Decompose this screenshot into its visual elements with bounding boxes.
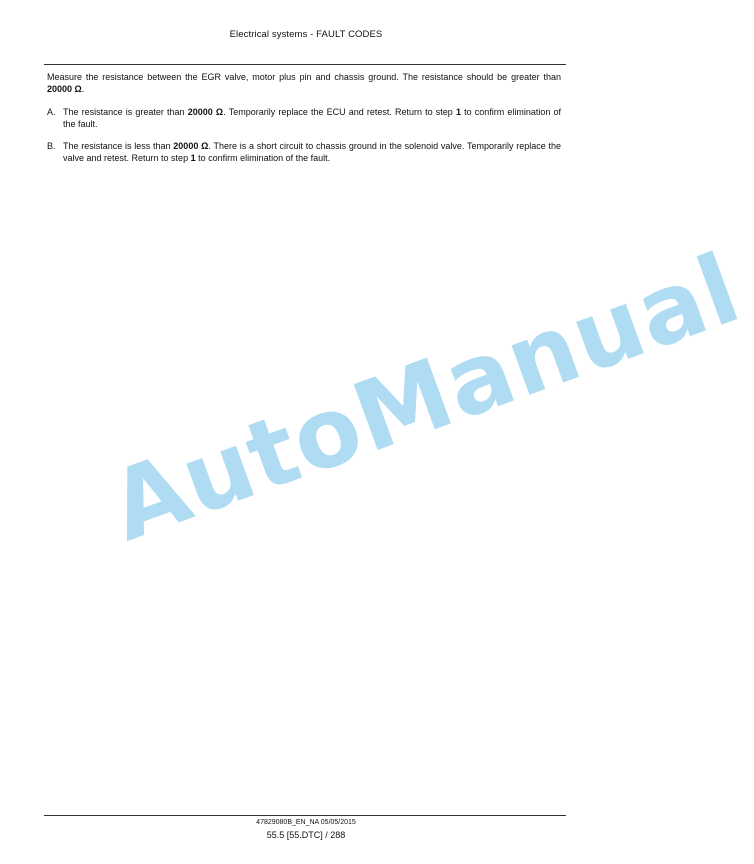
intro-end: . bbox=[81, 83, 85, 94]
item-resistance-value: 20000 Ω bbox=[173, 141, 209, 151]
item-step-number: 1 bbox=[190, 152, 196, 163]
footer-page-number: 55.5 [55.DTC] / 288 bbox=[266, 830, 346, 840]
list-marker: A. bbox=[47, 107, 56, 117]
item-text: The resistance is greater than bbox=[63, 107, 188, 117]
item-text: The resistance is less than bbox=[63, 141, 174, 151]
item-text: . Temporarily replace the ECU and retest. Return to step bbox=[223, 107, 456, 117]
intro-paragraph bbox=[47, 72, 561, 95]
item-text: to confirm elimination of the fault. bbox=[63, 107, 562, 129]
item-step-number: 1 bbox=[455, 107, 461, 117]
list-item-a bbox=[47, 107, 561, 130]
list-marker: B. bbox=[47, 141, 56, 151]
list-item-b bbox=[47, 141, 561, 164]
header-divider bbox=[44, 64, 566, 65]
intro-text: Measure the resistance between the EGR valve, motor plus pin and chassis ground. The resistance should be greater than bbox=[47, 72, 561, 82]
intro-resistance-value: 20000 Ω bbox=[47, 83, 82, 94]
page-header-title: Electrical systems - FAULT CODES bbox=[229, 29, 383, 40]
watermark-logo: AutoManual bbox=[96, 232, 754, 564]
footer-document-id: 47829080B_EN_NA 05/05/2015 bbox=[256, 819, 356, 826]
footer-divider bbox=[44, 815, 566, 816]
item-text: . There is a short circuit to chassis ground in the solenoid valve. Temporarily replace the valve and retest. Return to step bbox=[63, 141, 561, 163]
item-resistance-value: 20000 Ω bbox=[187, 107, 224, 117]
document-body bbox=[47, 72, 561, 175]
item-text: to confirm elimination of the fault. bbox=[195, 152, 331, 163]
